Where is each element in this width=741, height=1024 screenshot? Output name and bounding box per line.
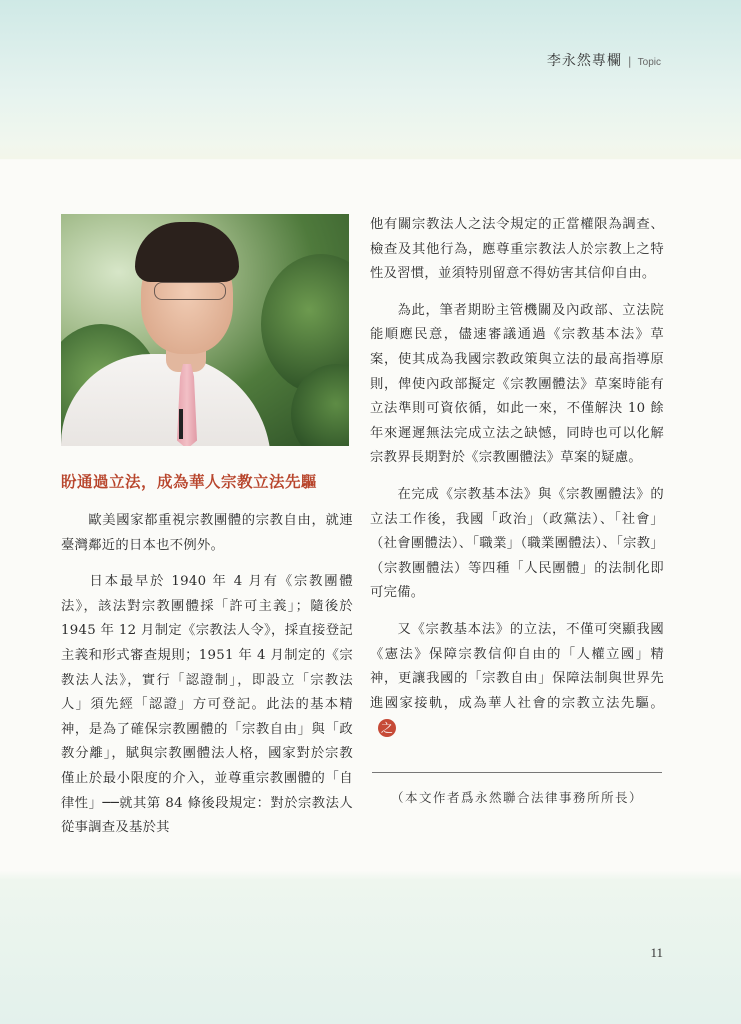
paragraph: 日本最早於 1940 年 4 月有《宗教團體法》，該法對宗教團體採「許可主義」；隨後於 1945 年 12 月制定《宗教法人令》，採直接登記主義和形式審查規則；1951 年 4 月制定的《宗教法人法》，實行「認證制」，即設立「宗教法人」須先經「認證」方可登記。此法的基本精神，是為了確保宗教團體的「宗教自由」與「政教分離」，賦與宗教團體法人格，國家對於宗教僅止於最小限度的介入，並尊重宗教團體的「自律性」──就其第 84 條後段規定：對於宗教法人從事調查及基於其: [61, 574, 353, 836]
page-header: [547, 50, 661, 70]
divider: [372, 772, 662, 773]
page-number: 11: [650, 945, 663, 960]
header-topic: Topic: [637, 57, 661, 68]
end-mark-icon: 之: [378, 719, 396, 737]
author-note: （本文作者爲永然聯合法律事務所所長）: [390, 790, 643, 805]
section-heading: 盼通過立法，成為華人宗教立法先驅: [61, 473, 318, 491]
column-title: 李永然專欄: [546, 53, 622, 69]
author-photo: [61, 214, 349, 446]
paragraph: 在完成《宗教基本法》與《宗教團體法》的立法工作後，我國「政治」（政黨法）、「社會」（社會團體法）、「職業」（職業團體法）、「宗教」（宗教團體法）等四種「人民團體」的法制化即可完備。: [370, 486, 664, 601]
paragraph: 為此，筆者期盼主管機關及內政部、立法院能順應民意，儘速審議通過《宗教基本法》草案，使其成為我國宗教政策與立法的最高指導原則，俾使內政部擬定《宗教團體法》草案時能有立法準則可資依循，如此一來，不僅解決 10 餘年來遲遲無法完成立法之缺憾，同時也可以化解宗教界長期對於《宗教團體法》草案的疑慮。: [370, 302, 664, 466]
paragraph: 又《宗教基本法》的立法，不僅可突顯我國《憲法》保障宗教信仰自由的「人權立國」精神，更讓我國的「宗教自由」保障法制與世界先進國家接軌，成為華人社會的宗教立法先驅。之: [370, 621, 664, 735]
paragraph: 歐美國家都重視宗教團體的宗教自由，就連臺灣鄰近的日本也不例外。: [61, 513, 353, 553]
right-column: [370, 213, 664, 753]
header-separator: |: [627, 55, 632, 68]
paragraph: 他有關宗教法人之法令規定的正當權限為調查、檢查及其他行為，應尊重宗教法人於宗教上之特性及習慣，並須特別留意不得妨害其信仰自由。: [370, 217, 664, 282]
left-column: [61, 509, 353, 853]
